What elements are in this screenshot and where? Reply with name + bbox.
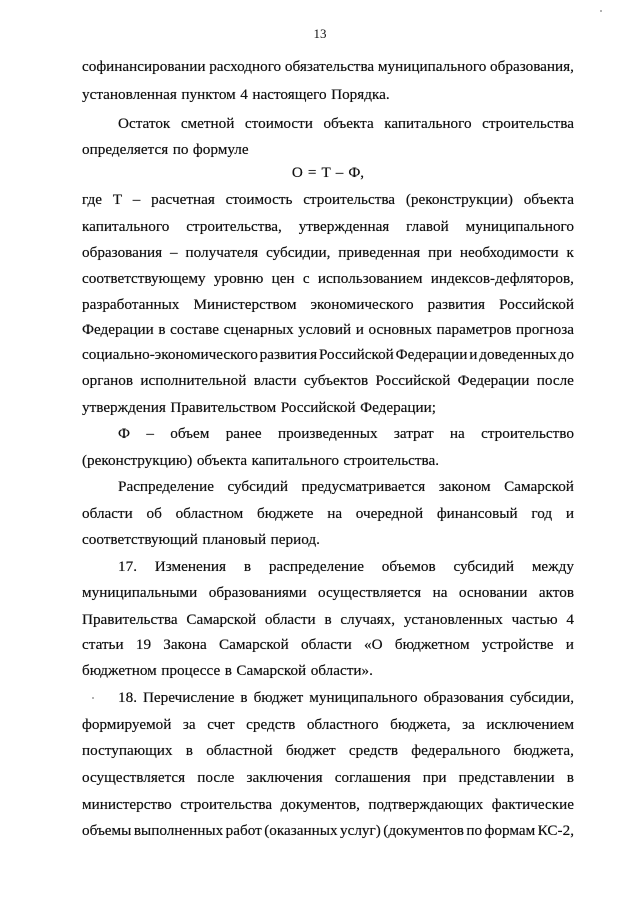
word: КС-2, bbox=[537, 822, 574, 839]
word: Самарской bbox=[218, 636, 289, 653]
word: социально-экономического bbox=[82, 346, 258, 363]
word: объекта bbox=[196, 452, 248, 469]
word: подтверждающих bbox=[368, 796, 484, 813]
word: устройстве bbox=[481, 636, 554, 653]
word: образования bbox=[423, 689, 504, 706]
word: бюджетном bbox=[394, 636, 470, 653]
word: соответствующему bbox=[82, 270, 206, 287]
word: определяется bbox=[82, 141, 169, 158]
text-line bbox=[82, 716, 574, 734]
word: в bbox=[324, 611, 332, 628]
word: очередной bbox=[355, 505, 424, 522]
word: осуществляется bbox=[82, 769, 186, 786]
word: Самарской bbox=[504, 478, 574, 495]
word: в bbox=[566, 769, 574, 786]
text-line bbox=[82, 505, 574, 523]
word: Федерации bbox=[395, 346, 468, 363]
word: распределение bbox=[268, 558, 364, 575]
word: образования, bbox=[490, 58, 574, 75]
text-line bbox=[82, 346, 574, 364]
word: субъектов bbox=[303, 372, 369, 389]
word: муниципального bbox=[309, 689, 418, 706]
word: при bbox=[428, 244, 452, 261]
word: разработанных bbox=[82, 296, 180, 313]
text-line bbox=[118, 115, 574, 133]
word: областном bbox=[175, 505, 244, 522]
word: по bbox=[466, 822, 483, 839]
word: субсидий bbox=[227, 478, 288, 495]
word: формам bbox=[484, 822, 536, 839]
word: объекта bbox=[323, 115, 374, 132]
word: – bbox=[335, 164, 344, 181]
text-line bbox=[82, 531, 574, 549]
word: формируемой bbox=[82, 716, 172, 733]
word: до bbox=[558, 346, 574, 363]
text-line bbox=[118, 558, 574, 576]
text-line bbox=[118, 478, 574, 496]
word: федерального bbox=[411, 742, 501, 759]
word: Остаток bbox=[118, 115, 171, 132]
word: развития bbox=[427, 296, 486, 313]
word: строительства. bbox=[343, 452, 440, 469]
word: муниципального bbox=[465, 218, 574, 235]
word: Самарской bbox=[236, 662, 307, 679]
word: Правительства bbox=[82, 611, 178, 628]
word: субсидии, bbox=[266, 244, 331, 261]
word: поступающих bbox=[82, 742, 173, 759]
word: частью bbox=[511, 611, 558, 628]
word: области bbox=[82, 505, 133, 522]
word: плановый bbox=[202, 531, 267, 548]
text-line bbox=[82, 296, 574, 314]
word: год bbox=[531, 505, 553, 522]
word: Порядка. bbox=[331, 86, 390, 103]
text-line bbox=[82, 58, 574, 76]
word: за bbox=[462, 716, 475, 733]
word: областной bbox=[206, 742, 273, 759]
word: установленных bbox=[403, 611, 503, 628]
word: после bbox=[536, 372, 574, 389]
word: министерство bbox=[82, 796, 172, 813]
word: Закона bbox=[163, 636, 207, 653]
text-line bbox=[82, 584, 574, 602]
word: Российской bbox=[280, 399, 356, 416]
text-line bbox=[82, 321, 574, 339]
word: строительства bbox=[303, 191, 396, 208]
text-line bbox=[82, 399, 574, 417]
word: в bbox=[243, 558, 251, 575]
word: (оказанных bbox=[264, 822, 338, 839]
text-line bbox=[82, 191, 574, 209]
word: средств bbox=[246, 716, 296, 733]
word: и bbox=[469, 346, 478, 363]
word: расчетная bbox=[151, 191, 215, 208]
text-line bbox=[82, 611, 574, 629]
page-number: 13 bbox=[313, 26, 327, 41]
word: 19 bbox=[135, 636, 152, 653]
word: 4 bbox=[240, 86, 248, 103]
text-line bbox=[82, 270, 574, 288]
word: и bbox=[565, 505, 574, 522]
word: между bbox=[531, 558, 574, 575]
word: необходимости bbox=[459, 244, 559, 261]
word: уровню bbox=[213, 270, 264, 287]
word: О bbox=[291, 164, 303, 181]
word: – bbox=[146, 425, 154, 442]
word: работ bbox=[225, 822, 262, 839]
word: бюджете bbox=[257, 505, 314, 522]
word: цен bbox=[271, 270, 295, 287]
word: Перечисление bbox=[142, 689, 235, 706]
word: 4 bbox=[566, 611, 574, 628]
word: бюджета, bbox=[390, 716, 451, 733]
word: органов bbox=[82, 372, 134, 389]
word: области». bbox=[310, 662, 373, 679]
text-line bbox=[82, 141, 574, 159]
word: Ф, bbox=[348, 164, 365, 181]
word: утверждения bbox=[82, 399, 166, 416]
word: прогноза bbox=[515, 321, 574, 338]
word: к bbox=[566, 244, 574, 261]
word: утвержденная bbox=[298, 218, 390, 235]
word: затрат bbox=[393, 425, 434, 442]
word: – bbox=[132, 191, 141, 208]
word: бюджетном bbox=[82, 662, 157, 679]
word: сценарных bbox=[223, 321, 294, 338]
word: объем bbox=[170, 425, 210, 442]
word: на bbox=[449, 425, 465, 442]
text-line bbox=[82, 742, 574, 760]
word: обязательства bbox=[284, 58, 375, 75]
word: в bbox=[224, 662, 232, 679]
word: софинансировании bbox=[82, 58, 206, 75]
word: параметров bbox=[436, 321, 512, 338]
word: (документов bbox=[383, 822, 464, 839]
word: бюджет bbox=[285, 742, 336, 759]
word: документов, bbox=[280, 796, 360, 813]
word: строительства bbox=[482, 115, 574, 132]
word: настоящего bbox=[252, 86, 327, 103]
text-line bbox=[82, 636, 574, 654]
formula bbox=[82, 164, 574, 182]
word: использованием bbox=[317, 270, 423, 287]
word: в bbox=[185, 742, 193, 759]
word: = bbox=[307, 164, 317, 181]
word: (реконструкцию) bbox=[82, 452, 193, 469]
scan-speck bbox=[92, 697, 94, 699]
word: капитального bbox=[251, 452, 339, 469]
word: Изменения bbox=[154, 558, 227, 575]
word: – bbox=[170, 244, 178, 261]
word: Федерации bbox=[82, 321, 154, 338]
word: Российской bbox=[499, 296, 574, 313]
word: по bbox=[172, 141, 189, 158]
word: Самарской bbox=[186, 611, 257, 628]
word: доведенных bbox=[479, 346, 557, 363]
word: объекта bbox=[523, 191, 574, 208]
text-line bbox=[82, 662, 574, 680]
word: составе bbox=[170, 321, 219, 338]
word: капитального bbox=[82, 218, 170, 235]
word: власти bbox=[253, 372, 297, 389]
word: фактические bbox=[491, 796, 574, 813]
word: муниципальными bbox=[82, 584, 198, 601]
word: после bbox=[197, 769, 235, 786]
word: средств bbox=[348, 742, 399, 759]
word: период. bbox=[270, 531, 320, 548]
word: исполнительной bbox=[140, 372, 247, 389]
word: и bbox=[565, 636, 574, 653]
word: на bbox=[432, 584, 448, 601]
word: произведенных bbox=[277, 425, 378, 442]
word: 17. bbox=[118, 558, 137, 575]
word: где bbox=[82, 191, 102, 208]
word: развития bbox=[259, 346, 318, 363]
text-line bbox=[82, 796, 574, 814]
word: ранее bbox=[225, 425, 262, 442]
word: при bbox=[422, 769, 447, 786]
word: бюджет bbox=[253, 689, 304, 706]
word: (реконструкции) bbox=[405, 191, 513, 208]
word: приведенная bbox=[338, 244, 421, 261]
word: муниципального bbox=[377, 58, 487, 75]
word: условий bbox=[298, 321, 352, 338]
word: статьи bbox=[82, 636, 124, 653]
word: стоимости bbox=[244, 115, 313, 132]
word: Распределение bbox=[118, 478, 214, 495]
word: стоимость bbox=[225, 191, 293, 208]
word: в bbox=[240, 689, 248, 706]
word: капитального bbox=[384, 115, 472, 132]
word: на bbox=[327, 505, 343, 522]
word: представлении bbox=[458, 769, 555, 786]
scan-speck bbox=[600, 10, 602, 12]
text-line bbox=[82, 244, 574, 262]
word: заключения bbox=[246, 769, 323, 786]
word: законом bbox=[438, 478, 491, 495]
word: финансовый bbox=[436, 505, 518, 522]
word: строительство bbox=[481, 425, 574, 442]
word: с bbox=[302, 270, 310, 287]
word: предусматривается bbox=[301, 478, 426, 495]
word: исключением bbox=[486, 716, 574, 733]
text-line bbox=[118, 689, 574, 707]
word: индексов-дефляторов, bbox=[430, 270, 574, 287]
word: экономического bbox=[310, 296, 414, 313]
word: осуществляется bbox=[318, 584, 422, 601]
word: в bbox=[158, 321, 166, 338]
word: области bbox=[264, 611, 316, 628]
word: Министерством bbox=[193, 296, 297, 313]
word: образованиями bbox=[208, 584, 307, 601]
word: и bbox=[355, 321, 364, 338]
word: счет bbox=[207, 716, 235, 733]
text-line bbox=[82, 218, 574, 236]
word: об bbox=[146, 505, 162, 522]
word: образования bbox=[82, 244, 163, 261]
word: случаях, bbox=[340, 611, 396, 628]
text-line bbox=[82, 86, 574, 104]
word: строительства, bbox=[186, 218, 282, 235]
word: услуг) bbox=[340, 822, 381, 839]
word: главой bbox=[406, 218, 449, 235]
word: Федерации; bbox=[360, 399, 437, 416]
word: объемы bbox=[82, 822, 132, 839]
text-line bbox=[82, 822, 574, 840]
word: установленная bbox=[82, 86, 177, 103]
word: Федерации bbox=[457, 372, 530, 389]
word: основании bbox=[458, 584, 528, 601]
word: субсидий bbox=[453, 558, 514, 575]
word: Т bbox=[321, 164, 331, 181]
text-line bbox=[82, 372, 574, 390]
word: соответствующий bbox=[82, 531, 198, 548]
word: бюджета, bbox=[513, 742, 574, 759]
word: получателя bbox=[185, 244, 259, 261]
word: объемов bbox=[381, 558, 436, 575]
word: Российской bbox=[318, 346, 394, 363]
word: области bbox=[301, 636, 352, 653]
word: «О bbox=[364, 636, 383, 653]
text-line bbox=[82, 769, 574, 787]
word: областного bbox=[306, 716, 379, 733]
word: Российской bbox=[375, 372, 451, 389]
word: основных bbox=[368, 321, 433, 338]
word: формуле bbox=[192, 141, 249, 158]
word: пунктом bbox=[181, 86, 236, 103]
text-line bbox=[118, 425, 574, 443]
word: Т bbox=[112, 191, 123, 208]
text-line bbox=[82, 452, 574, 470]
word: сметной bbox=[180, 115, 235, 132]
word: 18. bbox=[118, 689, 137, 706]
word: Ф bbox=[118, 425, 130, 442]
word: за bbox=[182, 716, 196, 733]
word: процессе bbox=[161, 662, 221, 679]
word: актов bbox=[538, 584, 574, 601]
word: соглашения bbox=[334, 769, 411, 786]
word: расходного bbox=[209, 58, 282, 75]
word: строительства bbox=[180, 796, 273, 813]
word: Правительством bbox=[170, 399, 277, 416]
word: выполненных bbox=[133, 822, 224, 839]
word: субсидии, bbox=[509, 689, 574, 706]
